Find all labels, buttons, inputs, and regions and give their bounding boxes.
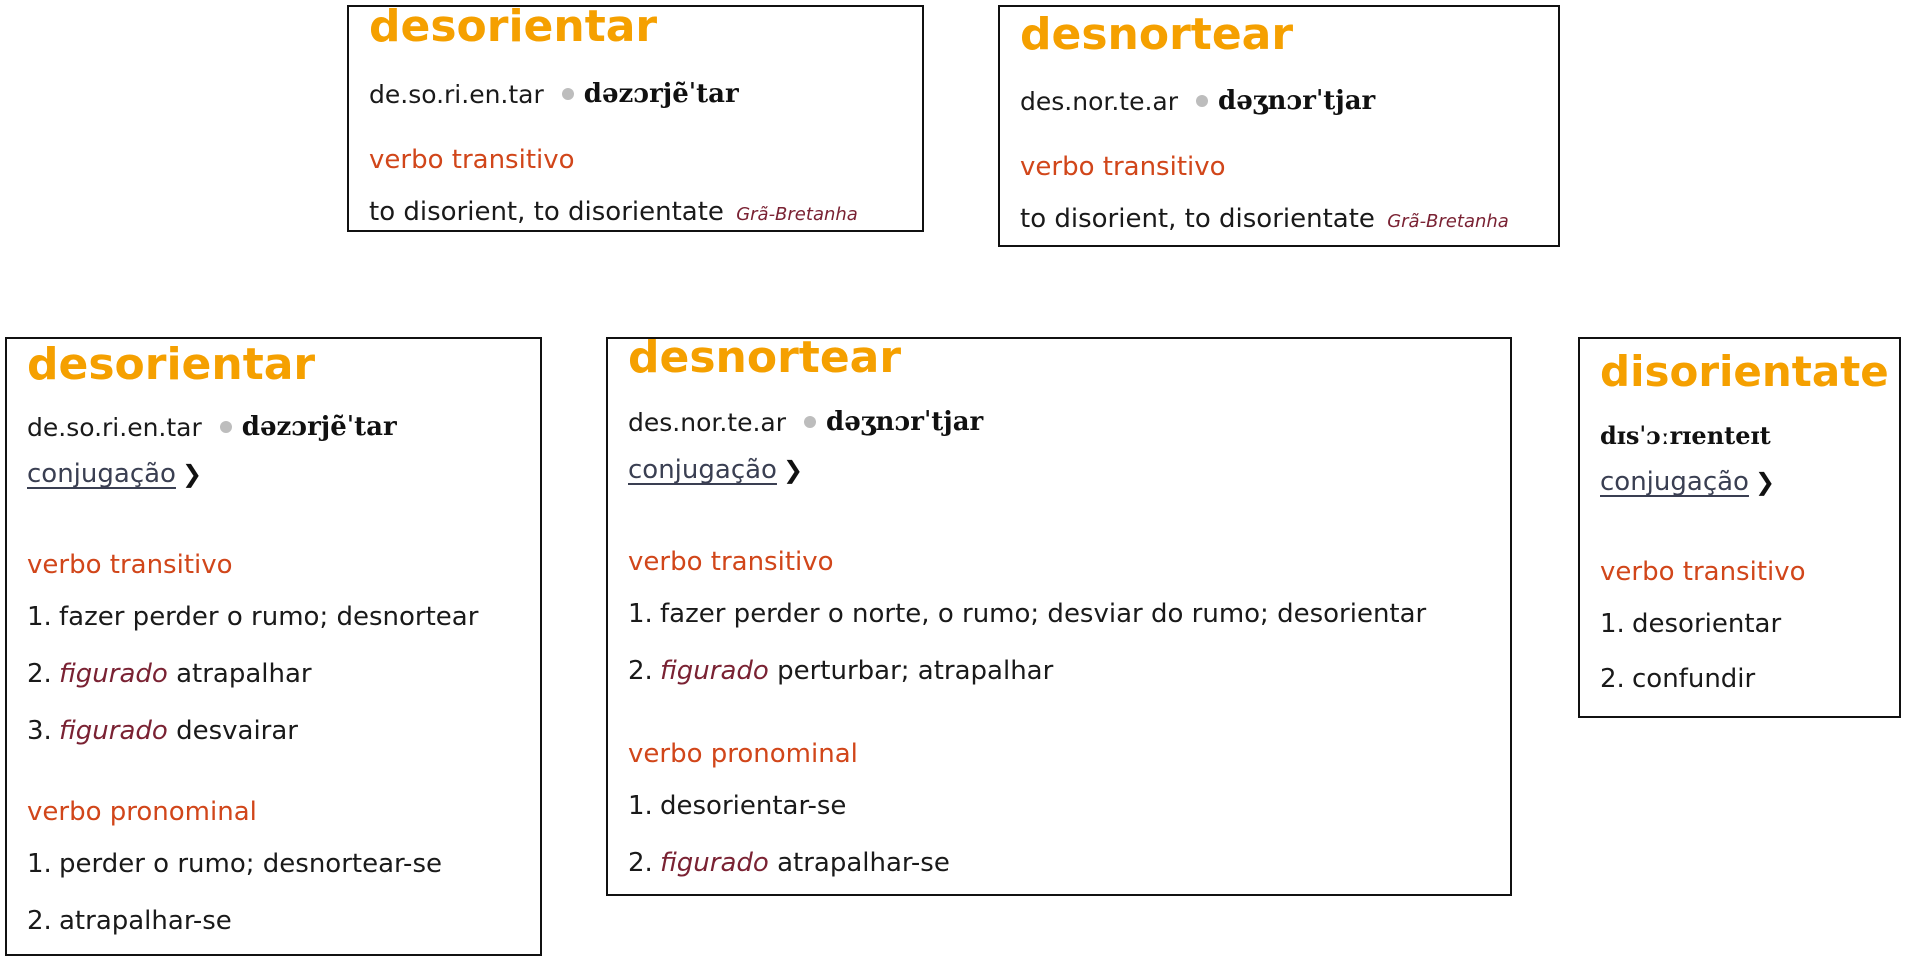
conjugation-label[interactable]: conjugação	[27, 459, 176, 489]
part-of-speech: verbo pronominal	[27, 797, 257, 827]
sense-item	[1600, 609, 1781, 639]
separator-dot-icon	[220, 421, 232, 433]
part-of-speech: verbo transitivo	[27, 550, 233, 580]
sense-number: 1.	[628, 599, 653, 629]
entry-card-desnortear	[606, 337, 1512, 896]
sense-number: 1.	[628, 791, 653, 821]
sense-text: desvairar	[176, 716, 298, 746]
entry-card-desorientar	[5, 337, 542, 956]
sense-item	[628, 599, 1426, 629]
entry-card-desnortear-top	[998, 5, 1560, 247]
conjugation-label[interactable]: conjugação	[1600, 467, 1749, 497]
conjugation-label[interactable]: conjugação	[628, 455, 777, 485]
ipa-transcription: dɪsˈɔːrɪenteɪt	[1600, 421, 1771, 450]
usage-tag: figurado	[59, 659, 168, 689]
pronunciation-row	[369, 79, 739, 109]
part-of-speech: verbo pronominal	[628, 739, 858, 769]
part-of-speech: verbo transitivo	[1600, 557, 1806, 587]
syllabification: de.so.ri.en.tar	[27, 412, 202, 442]
headword: desorientar	[27, 339, 316, 390]
sense-number: 2.	[27, 906, 52, 936]
ipa-transcription: dəzɔrjẽˈtar	[583, 79, 739, 109]
sense-number: 2.	[1600, 664, 1625, 694]
sense-text: atrapalhar	[176, 659, 312, 689]
sense-item	[1600, 664, 1755, 694]
sense-number: 2.	[628, 848, 653, 878]
translation	[1020, 204, 1509, 234]
translation-text: to disorient, to disorientate	[369, 197, 724, 227]
conjugation-link[interactable]	[628, 455, 803, 485]
sense-number: 2.	[27, 659, 52, 689]
ipa-transcription: dəʒnɔrˈtjar	[826, 407, 984, 437]
part-of-speech: verbo transitivo	[1020, 152, 1226, 182]
part-of-speech: verbo transitivo	[369, 145, 575, 175]
sense-item	[628, 848, 950, 878]
separator-dot-icon	[804, 416, 816, 428]
sense-item	[27, 849, 442, 879]
sense-text: desorientar	[1632, 609, 1782, 639]
pronunciation-row	[27, 412, 397, 442]
sense-item	[27, 906, 232, 936]
ipa-transcription: dəʒnɔrˈtjar	[1218, 86, 1376, 116]
sense-text: fazer perder o rumo; desnortear	[59, 602, 479, 632]
sense-text: atrapalhar-se	[777, 848, 950, 878]
region-label: Grã-Bretanha	[736, 204, 858, 225]
headword: desnortear	[1020, 9, 1294, 60]
sense-item	[628, 791, 846, 821]
sense-number: 1.	[27, 849, 52, 879]
entry-card-disorientate	[1578, 337, 1901, 718]
region-label: Grã-Bretanha	[1387, 211, 1509, 232]
sense-item	[27, 716, 298, 746]
separator-dot-icon	[1196, 95, 1208, 107]
sense-number: 1.	[27, 602, 52, 632]
conjugation-link[interactable]	[1600, 467, 1775, 497]
usage-tag: figurado	[660, 848, 769, 878]
headword: desnortear	[628, 337, 902, 383]
sense-text: desorientar-se	[660, 791, 847, 821]
syllabification: des.nor.te.ar	[1020, 86, 1179, 116]
sense-text: atrapalhar-se	[59, 906, 232, 936]
chevron-right-icon[interactable]: ❯	[1754, 468, 1776, 496]
sense-number: 1.	[1600, 609, 1625, 639]
ipa-transcription: dəzɔrjẽˈtar	[241, 412, 397, 442]
headword: desorientar	[369, 5, 658, 52]
usage-tag: figurado	[59, 716, 168, 746]
sense-text: confundir	[1632, 664, 1756, 694]
syllabification: de.so.ri.en.tar	[369, 79, 544, 109]
headword: disorientate	[1600, 347, 1889, 396]
conjugation-link[interactable]	[27, 459, 202, 489]
sense-item	[27, 602, 478, 632]
chevron-right-icon[interactable]: ❯	[181, 460, 203, 488]
sense-item	[628, 656, 1053, 686]
syllabification: des.nor.te.ar	[628, 407, 787, 437]
part-of-speech: verbo transitivo	[628, 547, 834, 577]
pronunciation-row	[628, 407, 983, 437]
sense-item	[27, 659, 312, 689]
pronunciation-row	[1020, 86, 1375, 116]
sense-number: 3.	[27, 716, 52, 746]
entry-card-desorientar-top	[347, 5, 924, 232]
translation	[369, 197, 858, 227]
sense-text: fazer perder o norte, o rumo; desviar do rumo; desorientar	[660, 599, 1427, 629]
translation-text: to disorient, to disorientate	[1020, 204, 1375, 234]
chevron-right-icon[interactable]: ❯	[782, 456, 804, 484]
sense-text: perturbar; atrapalhar	[777, 656, 1054, 686]
sense-text: perder o rumo; desnortear-se	[59, 849, 442, 879]
separator-dot-icon	[562, 88, 574, 100]
sense-number: 2.	[628, 656, 653, 686]
usage-tag: figurado	[660, 656, 769, 686]
